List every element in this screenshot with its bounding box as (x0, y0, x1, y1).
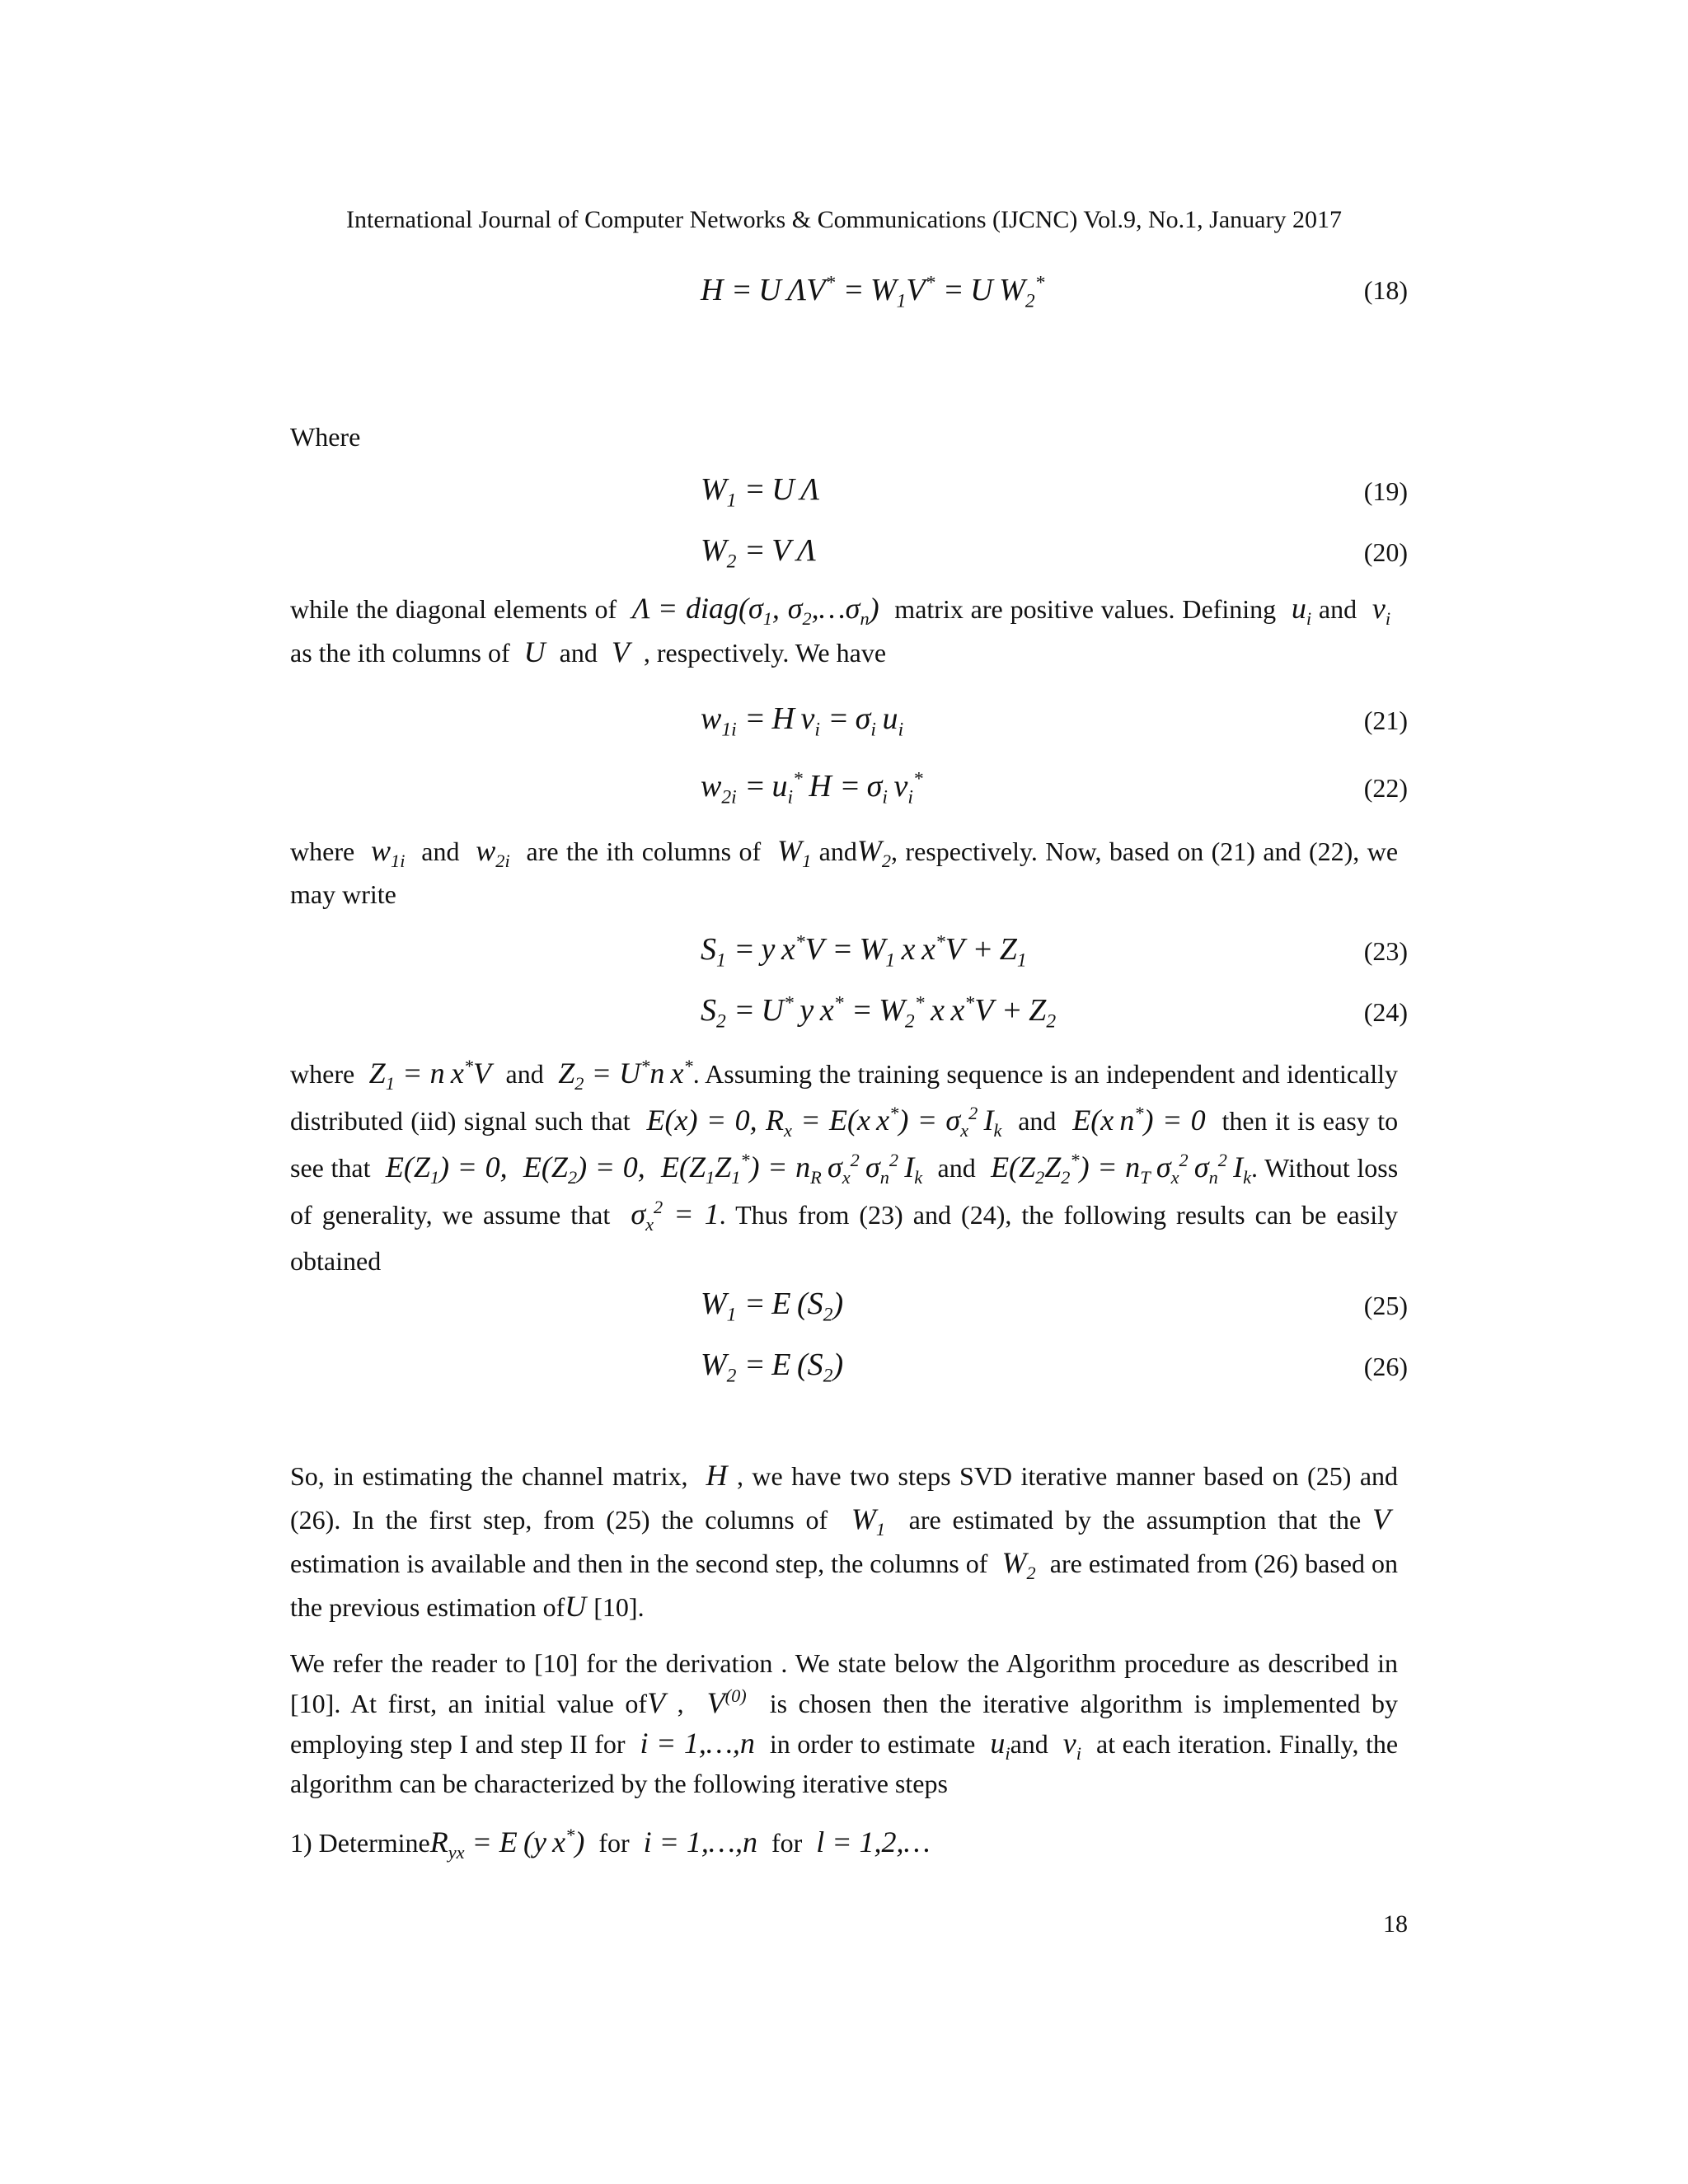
algorithm-step-1: 1) DetermineR$_{yx}$ = E (y x*) for i = 1,…,n for l = 1,2,… (290, 1825, 931, 1863)
paragraph-columns: where $w_{1i}$ and $w_{2i}$ are the ith columns of $W_1$ andW$_2$, respectively. Now, based on (21) and (22), we may write (290, 834, 1399, 909)
math-lambda-diag: $\Lambda = diag(\sigma_1$, $\sigma_2,\dots\sigma_n$) (624, 592, 888, 630)
equation-number: (24) (1363, 997, 1408, 1027)
paragraph-iid-assumption: where $Z_1 = n$ x*V and $Z_2 = U^*n$ x*. Assuming the training sequence is an independent and identically distributed (iid) signal such that E(x) = 0, $R_x = E(x$ $x^*) = \sigma_x^2$ $I_k$ and E(x n*) = 0 then it is easy to see that $E(Z_1) = 0$, $E(Z_2) = 0$, $E(Z_1Z_1^*) = n_R$ $\sigma_x^2$ $\sigma_n^2$ $I_k$ and $E(Z_2Z_2^*) = n_T$ $\sigma_x^2$ $\sigma_n^2$ $I_k$. Without loss of generality, we assume that $\sigma_x^2 = 1$. Thus from (23) and (24), the following results can be easily obtained (290, 1056, 1399, 1276)
equation-number: (23) (1363, 936, 1408, 966)
equation-19: $W_1 = U$ Λ (701, 472, 820, 512)
equation-number: (21) (1363, 705, 1408, 735)
equation-18: H = U $\Lambda V^* = W_1V^* = U$ $W_2^*$ (701, 272, 1045, 312)
journal-header: International Journal of Computer Networks & Communications (IJCNC) Vol.9, No.1, January 2017 (346, 206, 1342, 233)
page-number: 18 (1383, 1910, 1408, 1938)
paragraph-diagonal: while the diagonal elements of $\Lambda = diag(\sigma_1$, $\sigma_2,\dots\sigma_n$) matrix are positive values. Defining $u_i$ and $v_i$ as the ith columns of U and V , respectively. We have (290, 592, 1391, 668)
paragraph-svd-estimation: So, in estimating the channel matrix, H , we have two steps SVD iterative manner based on (25) and (26). In the first step, from (25) the columns of $W_1$ are estimated by the assumption that the V estimation is available and then in the second step, the columns of $W_2$ are estimated from (26) based on the previous estimation ofU [10]. (290, 1459, 1399, 1623)
equation-number: (25) (1363, 1291, 1408, 1320)
equation-26: $W_2 = E$ $(S_2)$ (701, 1347, 844, 1387)
equation-number: (18) (1363, 275, 1408, 305)
equation-number: (19) (1363, 476, 1408, 506)
paragraph-algorithm: We refer the reader to [10] for the derivation . We state below the Algorithm procedure as described in [10]. At first, an initial value ofV , $V^{(0)}$ is chosen then the iterative algorithm is implemented by employing step I and step II for i = 1,…,n in order to estimate $u_iand$ $v_i$ at each iteration. Finally, the algorithm can be characterized by the following iterative steps (290, 1648, 1399, 1798)
equation-20: $W_2 = V$ Λ (701, 533, 816, 573)
equation-number: (22) (1363, 773, 1408, 803)
equation-number: (26) (1363, 1352, 1408, 1381)
equation-21: $w_{1i} = H$ $v_i = \sigma_i$ $u_i$ (701, 701, 904, 741)
equation-number: (20) (1363, 537, 1408, 567)
equation-23: $S_1 = y$ $x^*V = W_1$ x $x^*V + Z_1$ (701, 931, 1027, 972)
equation-22: $w_{2i} = u_i^*$ $H = \sigma_i$ $v_i^*$ (701, 768, 923, 808)
where-label: Where (290, 422, 361, 452)
equation-25: $W_1 = E$ $(S_2)$ (701, 1286, 844, 1326)
equation-24: $S_2 = U^*$ y $x^* = W_2^*$ x $x^*V + Z_2$ (701, 992, 1057, 1033)
